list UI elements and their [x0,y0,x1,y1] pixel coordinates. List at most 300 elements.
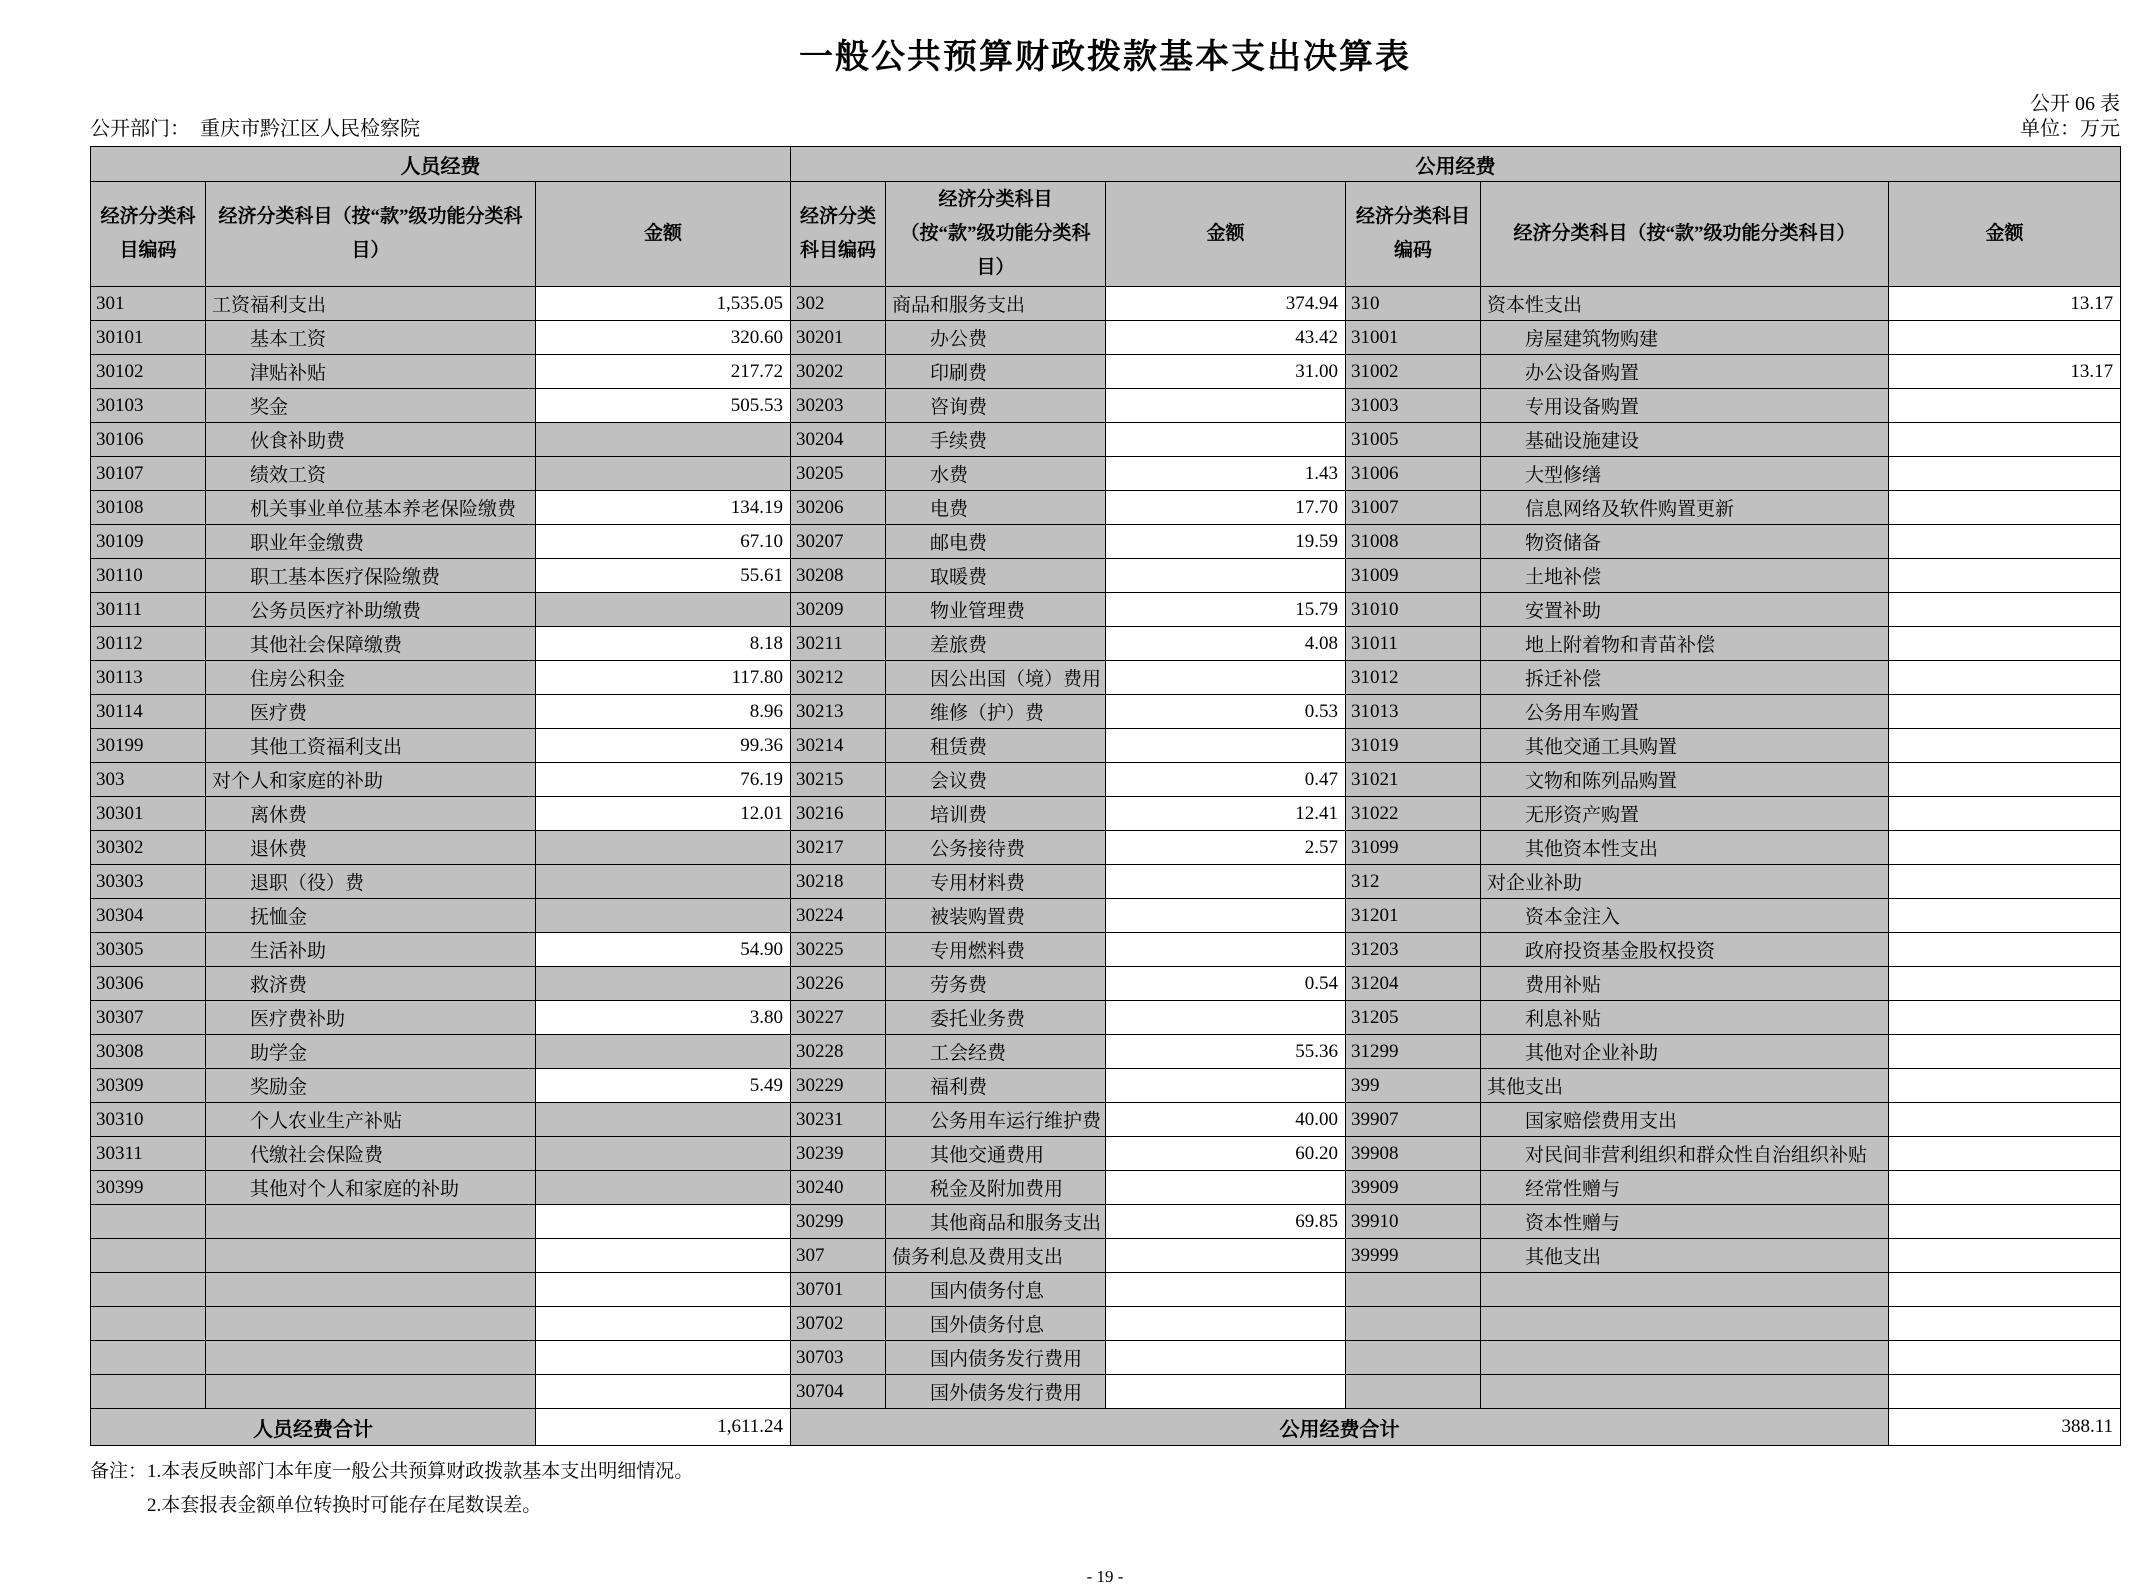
econ-code-cell: 30311 [91,1137,206,1171]
table-row [91,695,2121,729]
table-row [91,967,2121,1001]
econ-code-cell: 31203 [1346,933,1481,967]
econ-code-cell [91,1205,206,1239]
econ-subject-cell: 工资福利支出 [206,287,536,321]
econ-subject-cell: 劳务费 [886,967,1106,1001]
amount-cell [1889,1205,2121,1239]
amount-cell [1106,1239,1346,1273]
table-row [91,593,2121,627]
econ-code-cell: 31099 [1346,831,1481,865]
econ-subject-cell: 税金及附加费用 [886,1171,1106,1205]
amount-cell [536,831,791,865]
table-row [91,661,2121,695]
econ-code-cell: 39910 [1346,1205,1481,1239]
econ-code-cell: 30205 [791,457,886,491]
econ-code-cell [91,1273,206,1307]
amount-cell: 8.18 [536,627,791,661]
table-row [91,491,2121,525]
public-total-label: 公用经费合计 [791,1409,1889,1446]
econ-code-cell [91,1375,206,1409]
personnel-total-amount: 1,611.24 [536,1409,791,1446]
amount-cell [536,1035,791,1069]
econ-code-cell: 30213 [791,695,886,729]
econ-subject-cell: 代缴社会保险费 [206,1137,536,1171]
amount-cell: 43.42 [1106,321,1346,355]
table-row [91,1103,2121,1137]
amount-cell: 15.79 [1106,593,1346,627]
econ-subject-cell: 专用材料费 [886,865,1106,899]
econ-code-cell: 307 [791,1239,886,1273]
amount-cell [1889,797,2121,831]
table-row [91,1069,2121,1103]
meta-row [90,116,2120,142]
amount-cell [536,967,791,1001]
econ-subject-cell: 对企业补助 [1481,865,1889,899]
amount-cell [536,1205,791,1239]
econ-code-cell: 303 [91,763,206,797]
econ-subject-cell: 其他交通工具购置 [1481,729,1889,763]
page-title: 一般公共预算财政拨款基本支出决算表 [799,39,1411,76]
amount-cell: 1.43 [1106,457,1346,491]
econ-code-cell: 30399 [91,1171,206,1205]
table-row [91,1375,2121,1409]
econ-code-cell: 30114 [91,695,206,729]
econ-subject-cell: 经常性赠与 [1481,1171,1889,1205]
table-row [91,559,2121,593]
table-row [91,1307,2121,1341]
econ-code-cell: 312 [1346,865,1481,899]
col-header-amount: 金额 [1106,182,1346,287]
amount-cell [1889,1103,2121,1137]
econ-subject-cell: 津贴补贴 [206,355,536,389]
amount-cell: 69.85 [1106,1205,1346,1239]
econ-subject-cell: 对民间非营利组织和群众性自治组织补贴 [1481,1137,1889,1171]
econ-subject-cell: 办公费 [886,321,1106,355]
econ-subject-cell: 信息网络及软件购置更新 [1481,491,1889,525]
econ-code-cell: 31005 [1346,423,1481,457]
amount-cell: 55.36 [1106,1035,1346,1069]
table-row [91,355,2121,389]
amount-cell [1889,1137,2121,1171]
econ-code-cell: 30103 [91,389,206,423]
col-header-subject: 经济分类科目（按“款”级功能分类科目） [886,182,1106,287]
econ-subject-cell: 公务用车运行维护费 [886,1103,1106,1137]
econ-subject-cell: 其他对个人和家庭的补助 [206,1171,536,1205]
amount-cell [1106,1001,1346,1035]
amount-cell [536,423,791,457]
col-header-code: 经济分类科目编码 [1346,182,1481,287]
econ-code-cell: 30304 [91,899,206,933]
col-header-subject: 经济分类科目（按“款”级功能分类科目） [1481,182,1889,287]
notes [90,1455,2120,1523]
econ-code-cell: 30216 [791,797,886,831]
amount-cell: 54.90 [536,933,791,967]
econ-code-cell: 31201 [1346,899,1481,933]
econ-code-cell: 31204 [1346,967,1481,1001]
econ-subject-cell: 费用补贴 [1481,967,1889,1001]
amount-cell: 3.80 [536,1001,791,1035]
amount-cell [536,593,791,627]
econ-subject-cell: 物资储备 [1481,525,1889,559]
amount-cell: 99.36 [536,729,791,763]
amount-cell [1889,457,2121,491]
econ-subject-cell: 国外债务付息 [886,1307,1106,1341]
amount-cell: 12.01 [536,797,791,831]
amount-cell: 0.47 [1106,763,1346,797]
econ-code-cell: 30214 [791,729,886,763]
table-row [91,1239,2121,1273]
econ-subject-cell [206,1273,536,1307]
amount-cell [1889,1273,2121,1307]
amount-cell [1106,1171,1346,1205]
econ-code-cell: 30225 [791,933,886,967]
econ-subject-cell: 维修（护）费 [886,695,1106,729]
econ-code-cell: 30107 [91,457,206,491]
econ-subject-cell: 商品和服务支出 [886,287,1106,321]
econ-code-cell: 30199 [91,729,206,763]
econ-subject-cell: 专用燃料费 [886,933,1106,967]
econ-subject-cell: 公务接待费 [886,831,1106,865]
amount-cell [1106,559,1346,593]
amount-cell [1889,627,2121,661]
econ-code-cell: 31019 [1346,729,1481,763]
econ-subject-cell: 利息补贴 [1481,1001,1889,1035]
amount-cell: 31.00 [1106,355,1346,389]
amount-cell [1889,525,2121,559]
econ-subject-cell: 职业年金缴费 [206,525,536,559]
table-row [91,1205,2121,1239]
amount-cell: 2.57 [1106,831,1346,865]
econ-code-cell: 30202 [791,355,886,389]
amount-cell: 0.53 [1106,695,1346,729]
econ-subject-cell [206,1307,536,1341]
econ-subject-cell: 绩效工资 [206,457,536,491]
econ-code-cell: 30102 [91,355,206,389]
table-row [91,865,2121,899]
table-row [91,763,2121,797]
econ-subject-cell: 取暖费 [886,559,1106,593]
econ-code-cell [1346,1307,1481,1341]
econ-code-cell: 30208 [791,559,886,593]
econ-subject-cell: 对个人和家庭的补助 [206,763,536,797]
amount-cell [1106,865,1346,899]
econ-code-cell: 30239 [791,1137,886,1171]
econ-code-cell: 30211 [791,627,886,661]
econ-code-cell: 39908 [1346,1137,1481,1171]
econ-subject-cell: 国内债务发行费用 [886,1341,1106,1375]
econ-subject-cell [1481,1375,1889,1409]
econ-subject-cell: 其他支出 [1481,1069,1889,1103]
amount-cell [536,899,791,933]
amount-cell [1889,1069,2121,1103]
amount-cell [1889,1375,2121,1409]
table-row [91,1001,2121,1035]
amount-cell: 13.17 [1889,287,2121,321]
econ-subject-cell: 其他工资福利支出 [206,729,536,763]
econ-subject-cell: 资本性赠与 [1481,1205,1889,1239]
econ-subject-cell: 抚恤金 [206,899,536,933]
amount-cell [1889,1239,2121,1273]
econ-subject-cell: 其他商品和服务支出 [886,1205,1106,1239]
econ-subject-cell: 生活补助 [206,933,536,967]
econ-code-cell: 30111 [91,593,206,627]
econ-code-cell: 31001 [1346,321,1481,355]
econ-code-cell: 31299 [1346,1035,1481,1069]
econ-code-cell: 30704 [791,1375,886,1409]
econ-subject-cell: 土地补偿 [1481,559,1889,593]
table-row [91,321,2121,355]
econ-code-cell: 301 [91,287,206,321]
econ-code-cell: 30308 [91,1035,206,1069]
table-row [91,1137,2121,1171]
econ-subject-cell [1481,1273,1889,1307]
table-row [91,457,2121,491]
amount-cell: 4.08 [1106,627,1346,661]
econ-subject-cell: 专用设备购置 [1481,389,1889,423]
econ-subject-cell: 债务利息及费用支出 [886,1239,1106,1273]
econ-code-cell [1346,1375,1481,1409]
amount-cell [1106,899,1346,933]
amount-cell: 0.54 [1106,967,1346,1001]
econ-subject-cell: 手续费 [886,423,1106,457]
econ-code-cell: 30303 [91,865,206,899]
amount-cell: 134.19 [536,491,791,525]
table-row [91,525,2121,559]
econ-subject-cell: 培训费 [886,797,1106,831]
econ-code-cell: 31022 [1346,797,1481,831]
econ-subject-cell: 医疗费 [206,695,536,729]
amount-cell [1889,491,2121,525]
econ-code-cell: 30108 [91,491,206,525]
econ-subject-cell: 咨询费 [886,389,1106,423]
col-header-subject: 经济分类科目（按“款”级功能分类科目） [206,182,536,287]
amount-cell [1889,865,2121,899]
econ-code-cell: 39999 [1346,1239,1481,1273]
amount-cell [1889,933,2121,967]
econ-subject-cell: 物业管理费 [886,593,1106,627]
econ-code-cell [1346,1341,1481,1375]
amount-cell: 19.59 [1106,525,1346,559]
econ-code-cell: 30229 [791,1069,886,1103]
econ-code-cell: 30217 [791,831,886,865]
econ-code-cell: 30215 [791,763,886,797]
econ-code-cell: 30309 [91,1069,206,1103]
econ-subject-cell: 拆迁补偿 [1481,661,1889,695]
econ-subject-cell: 水费 [886,457,1106,491]
amount-cell [1889,321,2121,355]
amount-cell: 13.17 [1889,355,2121,389]
amount-cell [1889,661,2121,695]
econ-code-cell: 30306 [91,967,206,1001]
econ-subject-cell [206,1239,536,1273]
note-line-2: 2.本套报表金额单位转换时可能存在尾数误差。 [147,1495,542,1516]
econ-subject-cell: 国内债务付息 [886,1273,1106,1307]
econ-code-cell: 30302 [91,831,206,865]
table-row [91,797,2121,831]
econ-code-cell: 30203 [791,389,886,423]
econ-subject-cell: 退职（役）费 [206,865,536,899]
econ-code-cell: 30703 [791,1341,886,1375]
econ-code-cell: 30301 [91,797,206,831]
group-header-row [91,147,2121,182]
econ-code-cell: 30228 [791,1035,886,1069]
table-row [91,389,2121,423]
table-row [91,831,2121,865]
table-row [91,729,2121,763]
amount-cell [536,1239,791,1273]
col-header-amount: 金额 [1889,182,2121,287]
econ-code-cell: 30207 [791,525,886,559]
amount-cell: 40.00 [1106,1103,1346,1137]
amount-cell: 117.80 [536,661,791,695]
col-header-code: 经济分类科目编码 [91,182,206,287]
econ-subject-cell: 国外债务发行费用 [886,1375,1106,1409]
amount-cell [536,1375,791,1409]
amount-cell: 1,535.05 [536,287,791,321]
econ-code-cell: 310 [1346,287,1481,321]
econ-code-cell: 30101 [91,321,206,355]
personnel-total-label: 人员经费合计 [91,1409,536,1446]
econ-code-cell: 30299 [791,1205,886,1239]
amount-cell: 374.94 [1106,287,1346,321]
amount-cell: 217.72 [536,355,791,389]
table-row [91,1171,2121,1205]
amount-cell [536,457,791,491]
amount-cell [1106,1375,1346,1409]
econ-subject-cell: 工会经费 [886,1035,1106,1069]
econ-code-cell: 30204 [791,423,886,457]
public-total-amount: 388.11 [1889,1409,2121,1446]
unit-label: 单位：万元 [2020,118,2120,140]
econ-subject-cell: 差旅费 [886,627,1106,661]
econ-subject-cell [1481,1307,1889,1341]
econ-subject-cell: 福利费 [886,1069,1106,1103]
amount-cell: 67.10 [536,525,791,559]
amount-cell: 505.53 [536,389,791,423]
amount-cell [1106,729,1346,763]
econ-code-cell: 31006 [1346,457,1481,491]
econ-subject-cell [206,1341,536,1375]
econ-code-cell: 30307 [91,1001,206,1035]
amount-cell [1106,1341,1346,1375]
econ-subject-cell: 安置补助 [1481,593,1889,627]
econ-code-cell: 31011 [1346,627,1481,661]
econ-subject-cell: 租赁费 [886,729,1106,763]
econ-subject-cell: 办公设备购置 [1481,355,1889,389]
econ-subject-cell [1481,1341,1889,1375]
econ-code-cell: 30218 [791,865,886,899]
econ-subject-cell: 印刷费 [886,355,1106,389]
amount-cell [536,1341,791,1375]
econ-subject-cell: 其他对企业补助 [1481,1035,1889,1069]
econ-subject-cell: 地上附着物和青苗补偿 [1481,627,1889,661]
amount-cell [1106,933,1346,967]
econ-subject-cell: 助学金 [206,1035,536,1069]
table-row [91,933,2121,967]
econ-code-cell: 31002 [1346,355,1481,389]
econ-code-cell: 31021 [1346,763,1481,797]
econ-subject-cell: 电费 [886,491,1106,525]
econ-subject-cell: 职工基本医疗保险缴费 [206,559,536,593]
econ-code-cell: 39909 [1346,1171,1481,1205]
econ-code-cell: 30701 [791,1273,886,1307]
econ-subject-cell: 其他资本性支出 [1481,831,1889,865]
econ-subject-cell: 基础设施建设 [1481,423,1889,457]
amount-cell [1889,763,2121,797]
econ-code-cell: 30305 [91,933,206,967]
expenditure-table [90,146,2121,1446]
group-header-personnel: 人员经费 [91,147,791,182]
econ-code-cell [1346,1273,1481,1307]
econ-code-cell: 30310 [91,1103,206,1137]
totals-row [91,1409,2121,1446]
econ-code-cell: 30112 [91,627,206,661]
table-row [91,423,2121,457]
econ-subject-cell: 退休费 [206,831,536,865]
econ-code-cell: 30212 [791,661,886,695]
econ-subject-cell: 其他社会保障缴费 [206,627,536,661]
econ-subject-cell: 医疗费补助 [206,1001,536,1035]
amount-cell [1106,1307,1346,1341]
group-header-public: 公用经费 [791,147,2121,182]
amount-cell [1889,1171,2121,1205]
col-header-amount: 金额 [536,182,791,287]
amount-cell: 12.41 [1106,797,1346,831]
econ-subject-cell: 因公出国（境）费用 [886,661,1106,695]
econ-code-cell: 30240 [791,1171,886,1205]
column-header-row [91,182,2121,287]
amount-cell [536,1307,791,1341]
amount-cell [536,865,791,899]
amount-cell [1889,423,2121,457]
econ-subject-cell: 其他交通费用 [886,1137,1106,1171]
econ-subject-cell: 邮电费 [886,525,1106,559]
econ-subject-cell: 其他支出 [1481,1239,1889,1273]
econ-subject-cell: 国家赔偿费用支出 [1481,1103,1889,1137]
table-row [91,627,2121,661]
table-row [91,1341,2121,1375]
econ-code-cell: 399 [1346,1069,1481,1103]
econ-subject-cell: 资本性支出 [1481,287,1889,321]
econ-code-cell: 31008 [1346,525,1481,559]
amount-cell [1889,967,2121,1001]
econ-subject-cell: 无形资产购置 [1481,797,1889,831]
econ-code-cell [91,1307,206,1341]
econ-code-cell: 31009 [1346,559,1481,593]
table-row [91,1273,2121,1307]
amount-cell [1889,729,2121,763]
amount-cell [1106,389,1346,423]
amount-cell [536,1137,791,1171]
amount-cell [1889,1001,2121,1035]
econ-code-cell: 30109 [91,525,206,559]
page-number: - 19 - [1086,1567,1124,1586]
econ-code-cell: 30231 [791,1103,886,1137]
amount-cell [1106,423,1346,457]
amount-cell: 8.96 [536,695,791,729]
amount-cell: 320.60 [536,321,791,355]
econ-subject-cell: 奖金 [206,389,536,423]
amount-cell [1106,1069,1346,1103]
econ-subject-cell [206,1375,536,1409]
amount-cell [536,1103,791,1137]
amount-cell [1889,1035,2121,1069]
note-line-1: 备注：1.本表反映部门本年度一般公共预算财政拨款基本支出明细情况。 [90,1461,694,1482]
econ-subject-cell: 机关事业单位基本养老保险缴费 [206,491,536,525]
econ-subject-cell: 离休费 [206,797,536,831]
econ-subject-cell: 政府投资基金股权投资 [1481,933,1889,967]
econ-code-cell: 30224 [791,899,886,933]
